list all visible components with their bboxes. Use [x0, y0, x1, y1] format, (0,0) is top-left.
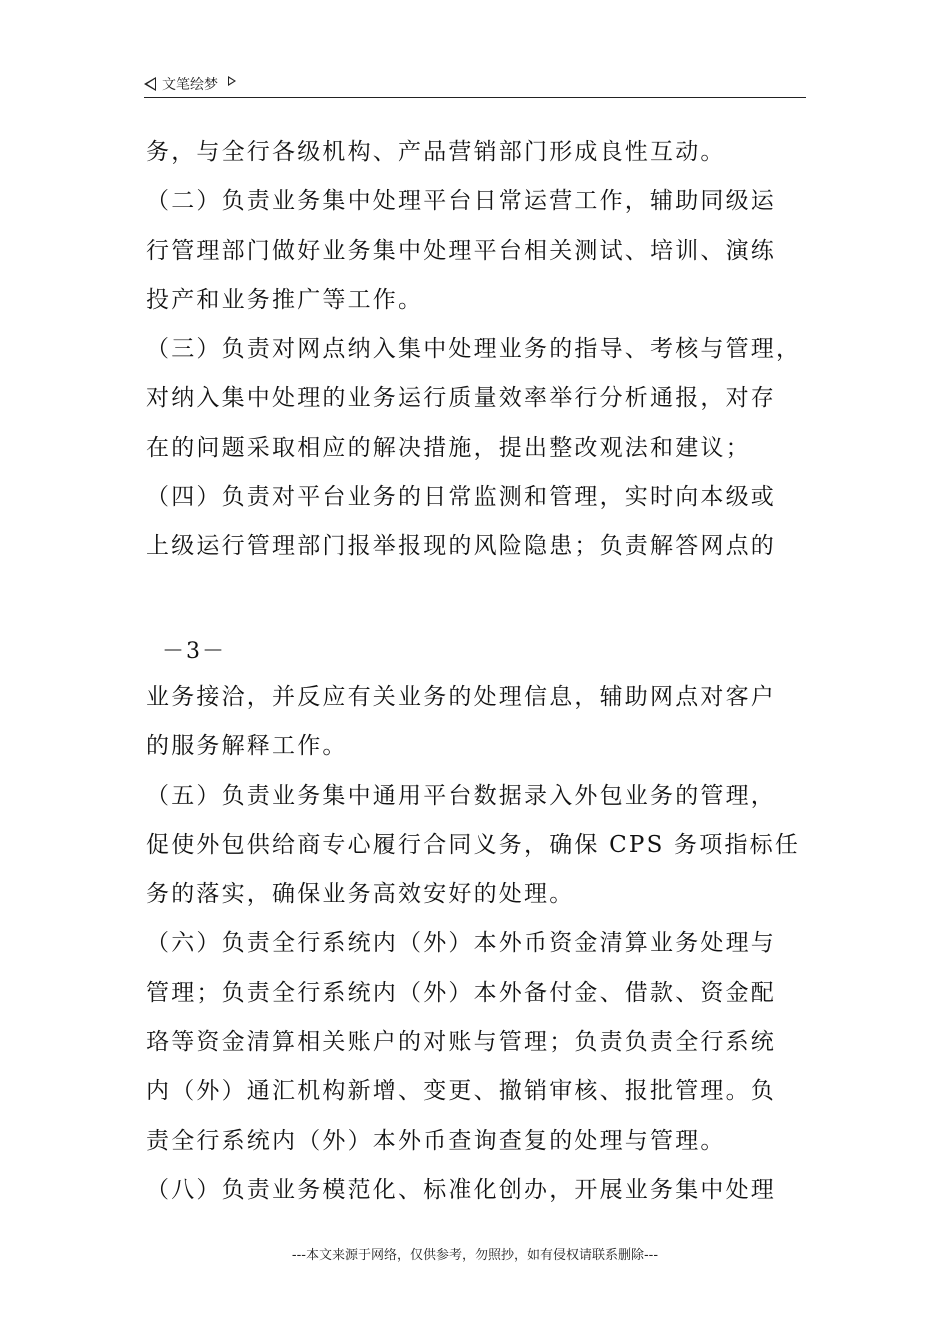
text-line: （五）负责业务集中通用平台数据录入外包业务的管理， — [146, 782, 776, 809]
text-line: 业务接洽，并反应有关业务的处理信息，辅助网点对客户 — [146, 684, 776, 710]
page-number: －3－ — [162, 639, 226, 664]
text-block-2 — [146, 673, 810, 1215]
text-line: （三）负责对网点纳入集中处理业务的指导、考核与管理， — [146, 336, 802, 363]
text-line: 在的问题采取相应的解决措施，提出整改观法和建议； — [146, 434, 751, 461]
text-line: 管理；负责全行系统内（外）本外备付金、借款、资金配 — [146, 979, 776, 1006]
text-line: 投产和业务推广等工作。 — [146, 286, 424, 313]
text-line: 的服务解释工作。 — [146, 733, 348, 760]
page-header — [144, 72, 806, 98]
text-line: 促使外包供给商专心履行合同义务，确保 CPS 务项指标任 — [146, 831, 801, 858]
text-line: 对纳入集中处理的业务运行质量效率举行分析通报，对存 — [146, 385, 776, 412]
text-line: 务，与全行各级机构、产品营销部门形成良性互动。 — [146, 139, 726, 165]
left-triangle-icon — [144, 77, 156, 91]
header-label-group — [144, 74, 236, 94]
text-line: （四）负责对平台业务的日常监测和管理，实时向本级或 — [146, 484, 776, 511]
page-footer: ---本文来源于网络，仅供参考，勿照抄，如有侵权请联系删除--- — [291, 1248, 659, 1263]
header-label: 文笔绘梦 — [162, 77, 218, 93]
text-line: 珞等资金清算相关账户的对账与管理；负责负责全行系统 — [146, 1029, 776, 1056]
text-line: 内（外）通汇机构新增、变更、撤销审核、报批管理。负 — [146, 1078, 776, 1105]
right-triangle-icon — [228, 76, 236, 86]
text-line: （六）负责全行系统内（外）本外币资金清算业务处理与 — [146, 930, 776, 957]
text-line: 务的落实，确保业务高效安好的处理。 — [146, 881, 575, 908]
text-line: 责全行系统内（外）本外币查询查复的处理与管理。 — [146, 1127, 726, 1154]
header-divider — [144, 97, 806, 98]
text-line: （八）负责业务模范化、标准化创办，开展业务集中处理 — [146, 1176, 776, 1203]
text-block-1 — [146, 128, 810, 572]
text-line: 上级运行管理部门报举报现的风险隐患；负责解答网点的 — [146, 533, 776, 560]
text-line: 行管理部门做好业务集中处理平台相关测试、培训、演练 — [146, 237, 776, 264]
text-line: （二）负责业务集中处理平台日常运营工作，辅助同级运 — [146, 188, 776, 215]
